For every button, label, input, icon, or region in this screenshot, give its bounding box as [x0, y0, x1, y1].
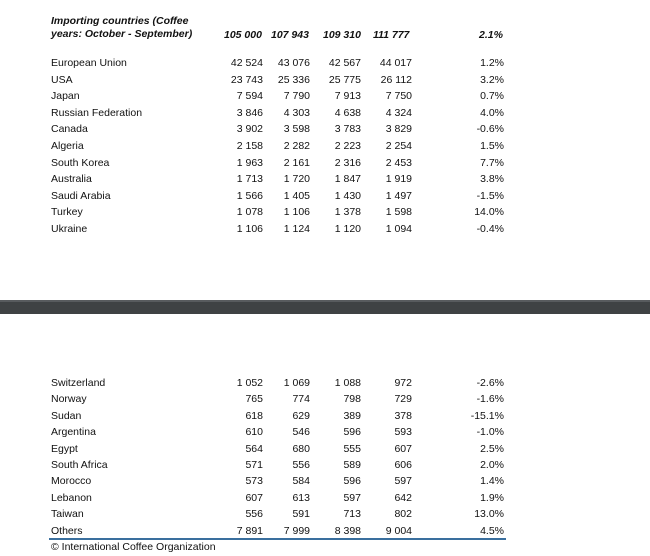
table-row — [0, 391, 650, 407]
header-total-3: 109 310 — [323, 29, 361, 41]
value-cell: 2 282 — [283, 140, 310, 152]
value-cell: 8 398 — [334, 524, 361, 537]
value-cell: 555 — [343, 442, 361, 455]
change-cell: 1.2% — [480, 57, 504, 69]
table-header — [51, 15, 511, 55]
value-cell: 607 — [245, 491, 263, 504]
change-cell: 3.8% — [480, 173, 504, 186]
table-row — [0, 523, 650, 539]
change-cell: 1.5% — [480, 140, 504, 152]
value-cell: 9 004 — [385, 524, 412, 537]
value-cell: 1 120 — [334, 223, 361, 235]
value-cell: 4 324 — [385, 106, 412, 119]
table-row — [0, 408, 650, 424]
change-cell: -0.6% — [476, 123, 504, 136]
country-name: European Union — [51, 57, 127, 69]
country-name: Egypt — [51, 442, 78, 455]
country-name: Turkey — [51, 206, 83, 219]
value-cell: 1 106 — [283, 206, 310, 219]
value-cell: 798 — [343, 393, 361, 406]
value-cell: 713 — [343, 508, 361, 521]
value-cell: 2 223 — [334, 140, 361, 152]
value-cell: 42 524 — [230, 57, 263, 69]
value-cell: 556 — [245, 508, 263, 521]
value-cell: 3 902 — [236, 123, 263, 136]
value-cell: 596 — [343, 475, 361, 488]
country-name: Japan — [51, 90, 80, 103]
value-cell: 7 750 — [385, 90, 412, 103]
change-cell: 1.9% — [480, 491, 504, 504]
value-cell: 43 076 — [277, 57, 310, 69]
value-cell: 597 — [343, 491, 361, 504]
value-cell: 2 158 — [236, 140, 263, 152]
value-cell: 642 — [394, 491, 412, 504]
value-cell: 1 094 — [385, 223, 412, 235]
change-cell: 7.7% — [480, 156, 504, 169]
value-cell: 7 891 — [236, 524, 263, 537]
country-name: Switzerland — [51, 377, 106, 389]
value-cell: 1 713 — [236, 173, 263, 186]
table-row — [0, 121, 650, 137]
value-cell: 593 — [394, 426, 412, 439]
header-total-change: 2.1% — [479, 29, 503, 41]
table-row — [0, 88, 650, 104]
value-cell: 610 — [245, 426, 263, 439]
country-name: USA — [51, 73, 73, 86]
value-cell: 25 336 — [277, 73, 310, 86]
value-cell: 3 846 — [236, 106, 263, 119]
value-cell: 802 — [394, 508, 412, 521]
value-cell: 4 303 — [283, 106, 310, 119]
change-cell: 1.4% — [480, 475, 504, 488]
value-cell: 546 — [292, 426, 310, 439]
value-cell: 26 112 — [380, 73, 412, 86]
country-name: Argentina — [51, 426, 96, 439]
country-name: Norway — [51, 393, 87, 406]
change-cell: -0.4% — [476, 223, 504, 235]
value-cell: 1 378 — [334, 206, 361, 219]
change-cell: 3.2% — [480, 73, 504, 86]
value-cell: 7 913 — [334, 90, 361, 103]
change-cell: 13.0% — [474, 508, 504, 521]
value-cell: 25 775 — [328, 73, 361, 86]
value-cell: 2 453 — [385, 156, 412, 169]
country-name: Saudi Arabia — [51, 189, 111, 202]
change-cell: -1.6% — [476, 393, 504, 406]
table-row — [0, 138, 650, 154]
change-cell: -2.6% — [476, 377, 504, 389]
country-name: Morocco — [51, 475, 92, 488]
table-row — [0, 221, 650, 237]
header-label: Importing countries (Coffee years: October - September) — [51, 15, 193, 40]
value-cell: 3 829 — [385, 123, 412, 136]
value-cell: 618 — [245, 409, 263, 422]
value-cell: 44 017 — [379, 57, 412, 69]
table-row — [0, 188, 650, 204]
country-name: Canada — [51, 123, 88, 136]
table-row — [0, 105, 650, 121]
value-cell: 1 720 — [283, 173, 310, 186]
table-row — [0, 204, 650, 220]
value-cell: 1 430 — [334, 189, 361, 202]
value-cell: 1 088 — [334, 377, 361, 389]
value-cell: 23 743 — [230, 73, 263, 86]
country-name: South Africa — [51, 459, 108, 471]
value-cell: 42 567 — [328, 57, 361, 69]
table-page-bottom — [0, 314, 650, 556]
value-cell: 571 — [245, 459, 263, 471]
value-cell: 1 566 — [236, 189, 263, 202]
table-row — [0, 490, 650, 506]
value-cell: 607 — [394, 442, 412, 455]
country-name: Russian Federation — [51, 106, 143, 119]
table-row — [0, 155, 650, 171]
table-row — [0, 473, 650, 489]
change-cell: 2.5% — [480, 442, 504, 455]
value-cell: 556 — [292, 459, 310, 471]
table-row — [0, 55, 650, 71]
value-cell: 3 598 — [283, 123, 310, 136]
value-cell: 1 497 — [385, 189, 412, 202]
page-separator — [0, 300, 650, 314]
country-name: South Korea — [51, 156, 110, 169]
value-cell: 2 161 — [283, 156, 310, 169]
value-cell: 596 — [343, 426, 361, 439]
country-name: Taiwan — [51, 508, 84, 521]
country-name: Sudan — [51, 409, 82, 422]
value-cell: 774 — [292, 393, 310, 406]
value-cell: 597 — [394, 475, 412, 488]
value-cell: 1 598 — [385, 206, 412, 219]
value-cell: 7 790 — [283, 90, 310, 103]
value-cell: 1 052 — [236, 377, 263, 389]
value-cell: 1 106 — [236, 223, 263, 235]
country-name: Lebanon — [51, 491, 92, 504]
change-cell: -1.0% — [476, 426, 504, 439]
table-row — [0, 457, 650, 473]
header-total-4: 111 777 — [373, 29, 410, 41]
table-row — [0, 171, 650, 187]
value-cell: 4 638 — [334, 106, 361, 119]
table-row — [0, 375, 650, 391]
country-name: Australia — [51, 173, 92, 186]
value-cell: 765 — [245, 393, 263, 406]
value-cell: 1 405 — [283, 189, 310, 202]
country-name: Algeria — [51, 140, 84, 152]
table-row — [0, 72, 650, 88]
value-cell: 7 999 — [283, 524, 310, 537]
value-cell: 564 — [245, 442, 263, 455]
value-cell: 3 783 — [334, 123, 361, 136]
change-cell: 2.0% — [480, 459, 504, 471]
value-cell: 1 919 — [385, 173, 412, 186]
value-cell: 573 — [245, 475, 263, 488]
value-cell: 606 — [394, 459, 412, 471]
country-name: Others — [51, 524, 83, 537]
value-cell: 1 078 — [236, 206, 263, 219]
value-cell: 1 847 — [334, 173, 361, 186]
table-row — [0, 441, 650, 457]
table-row — [0, 506, 650, 522]
value-cell: 378 — [394, 409, 412, 422]
country-name: Ukraine — [51, 223, 88, 235]
value-cell: 613 — [292, 491, 310, 504]
value-cell: 589 — [343, 459, 361, 471]
change-cell: 4.0% — [480, 106, 504, 119]
value-cell: 1 069 — [283, 377, 310, 389]
change-cell: 14.0% — [474, 206, 504, 219]
header-total-1: 105 000 — [224, 29, 262, 41]
value-cell: 1 124 — [283, 223, 310, 235]
table-row — [0, 424, 650, 440]
value-cell: 972 — [394, 377, 412, 389]
value-cell: 389 — [343, 409, 361, 422]
value-cell: 1 963 — [236, 156, 263, 169]
value-cell: 680 — [292, 442, 310, 455]
value-cell: 629 — [292, 409, 310, 422]
copyright-footer: © International Coffee Organization — [51, 541, 216, 553]
header-total-2: 107 943 — [271, 29, 309, 41]
value-cell: 591 — [292, 508, 310, 521]
value-cell: 2 316 — [334, 156, 361, 169]
change-cell: 0.7% — [480, 90, 504, 103]
value-cell: 7 594 — [236, 90, 263, 103]
value-cell: 2 254 — [385, 140, 412, 152]
change-cell: -15.1% — [470, 409, 504, 422]
change-cell: -1.5% — [476, 189, 504, 202]
change-cell: 4.5% — [480, 524, 504, 537]
value-cell: 584 — [292, 475, 310, 488]
value-cell: 729 — [394, 393, 412, 406]
